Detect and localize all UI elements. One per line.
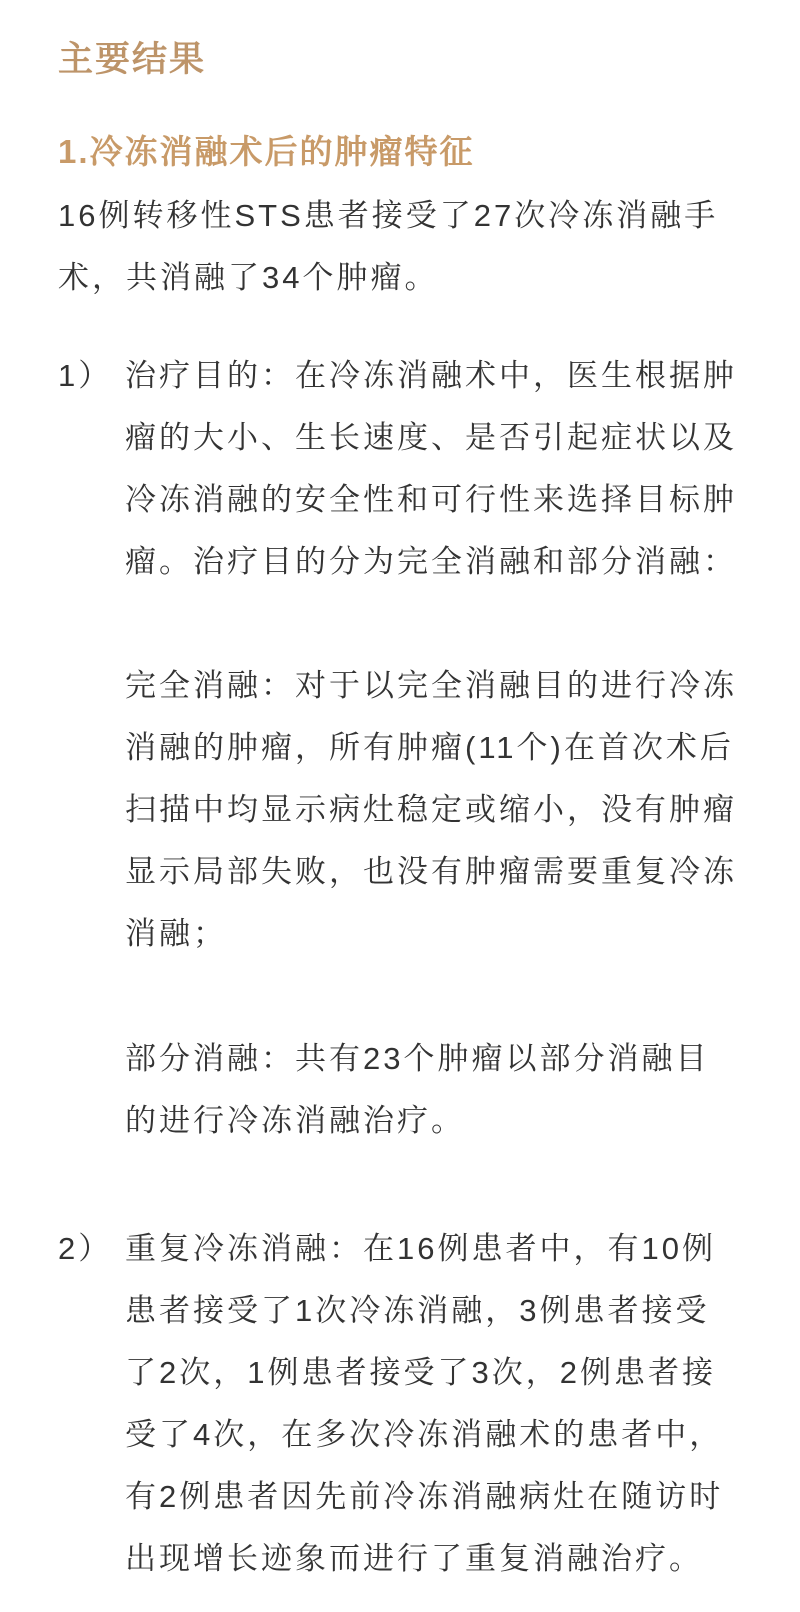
text-line: 显示局部失败，也没有肿瘤需要重复冷冻: [125, 854, 737, 889]
text-line: 消融；: [125, 916, 227, 951]
list-item-2-text: [125, 1218, 745, 1590]
text-line: 患者接受了1次冷冻消融，3例患者接受: [125, 1293, 710, 1328]
text-line: 术，共消融了34个肿瘤。: [58, 260, 439, 295]
text-line: 消融的肿瘤，所有肿瘤(11个)在首次术后: [125, 730, 734, 765]
list-item-1: [58, 345, 745, 1152]
text-line: 有2例患者因先前冷冻消融病灶在随访时: [125, 1479, 724, 1514]
text-line: 完全消融：对于以完全消融目的进行冷冻: [125, 668, 737, 703]
list-item-1-text: [125, 345, 745, 593]
list-item-2-marker: 2）: [58, 1231, 113, 1266]
text-line: 瘤。治疗目的分为完全消融和部分消融：: [125, 544, 737, 579]
text-line: 出现增长迹象而进行了重复消融治疗。: [125, 1541, 703, 1576]
text-line: 扫描中均显示病灶稳定或缩小，没有肿瘤: [125, 792, 737, 827]
section-title: 主要结果: [58, 40, 207, 79]
text-line: 了2次，1例患者接受了3次，2例患者接: [125, 1355, 716, 1390]
list-item-1-marker: 1）: [58, 358, 113, 393]
text-line: 受了4次，在多次冷冻消融术的患者中，: [125, 1417, 724, 1452]
complete-ablation-paragraph: [125, 655, 745, 965]
list-item-2: [58, 1218, 745, 1590]
intro-paragraph: [58, 185, 745, 309]
text-line: 瘤的大小、生长速度、是否引起症状以及: [125, 420, 737, 455]
text-line: 的进行冷冻消融治疗。: [125, 1103, 465, 1138]
text-line: 重复冷冻消融：在16例患者中，有10例: [125, 1231, 716, 1266]
text-line: 治疗目的：在冷冻消融术中，医生根据肿: [125, 358, 737, 393]
section-subtitle: 1.冷冻消融术后的肿瘤特征: [58, 133, 475, 170]
partial-ablation-paragraph: [125, 1028, 745, 1152]
text-line: 冷冻消融的安全性和可行性来选择目标肿: [125, 482, 737, 517]
text-line: 16例转移性STS患者接受了27次冷冻消融手: [58, 198, 719, 233]
text-line: 部分消融：共有23个肿瘤以部分消融目: [125, 1041, 710, 1076]
